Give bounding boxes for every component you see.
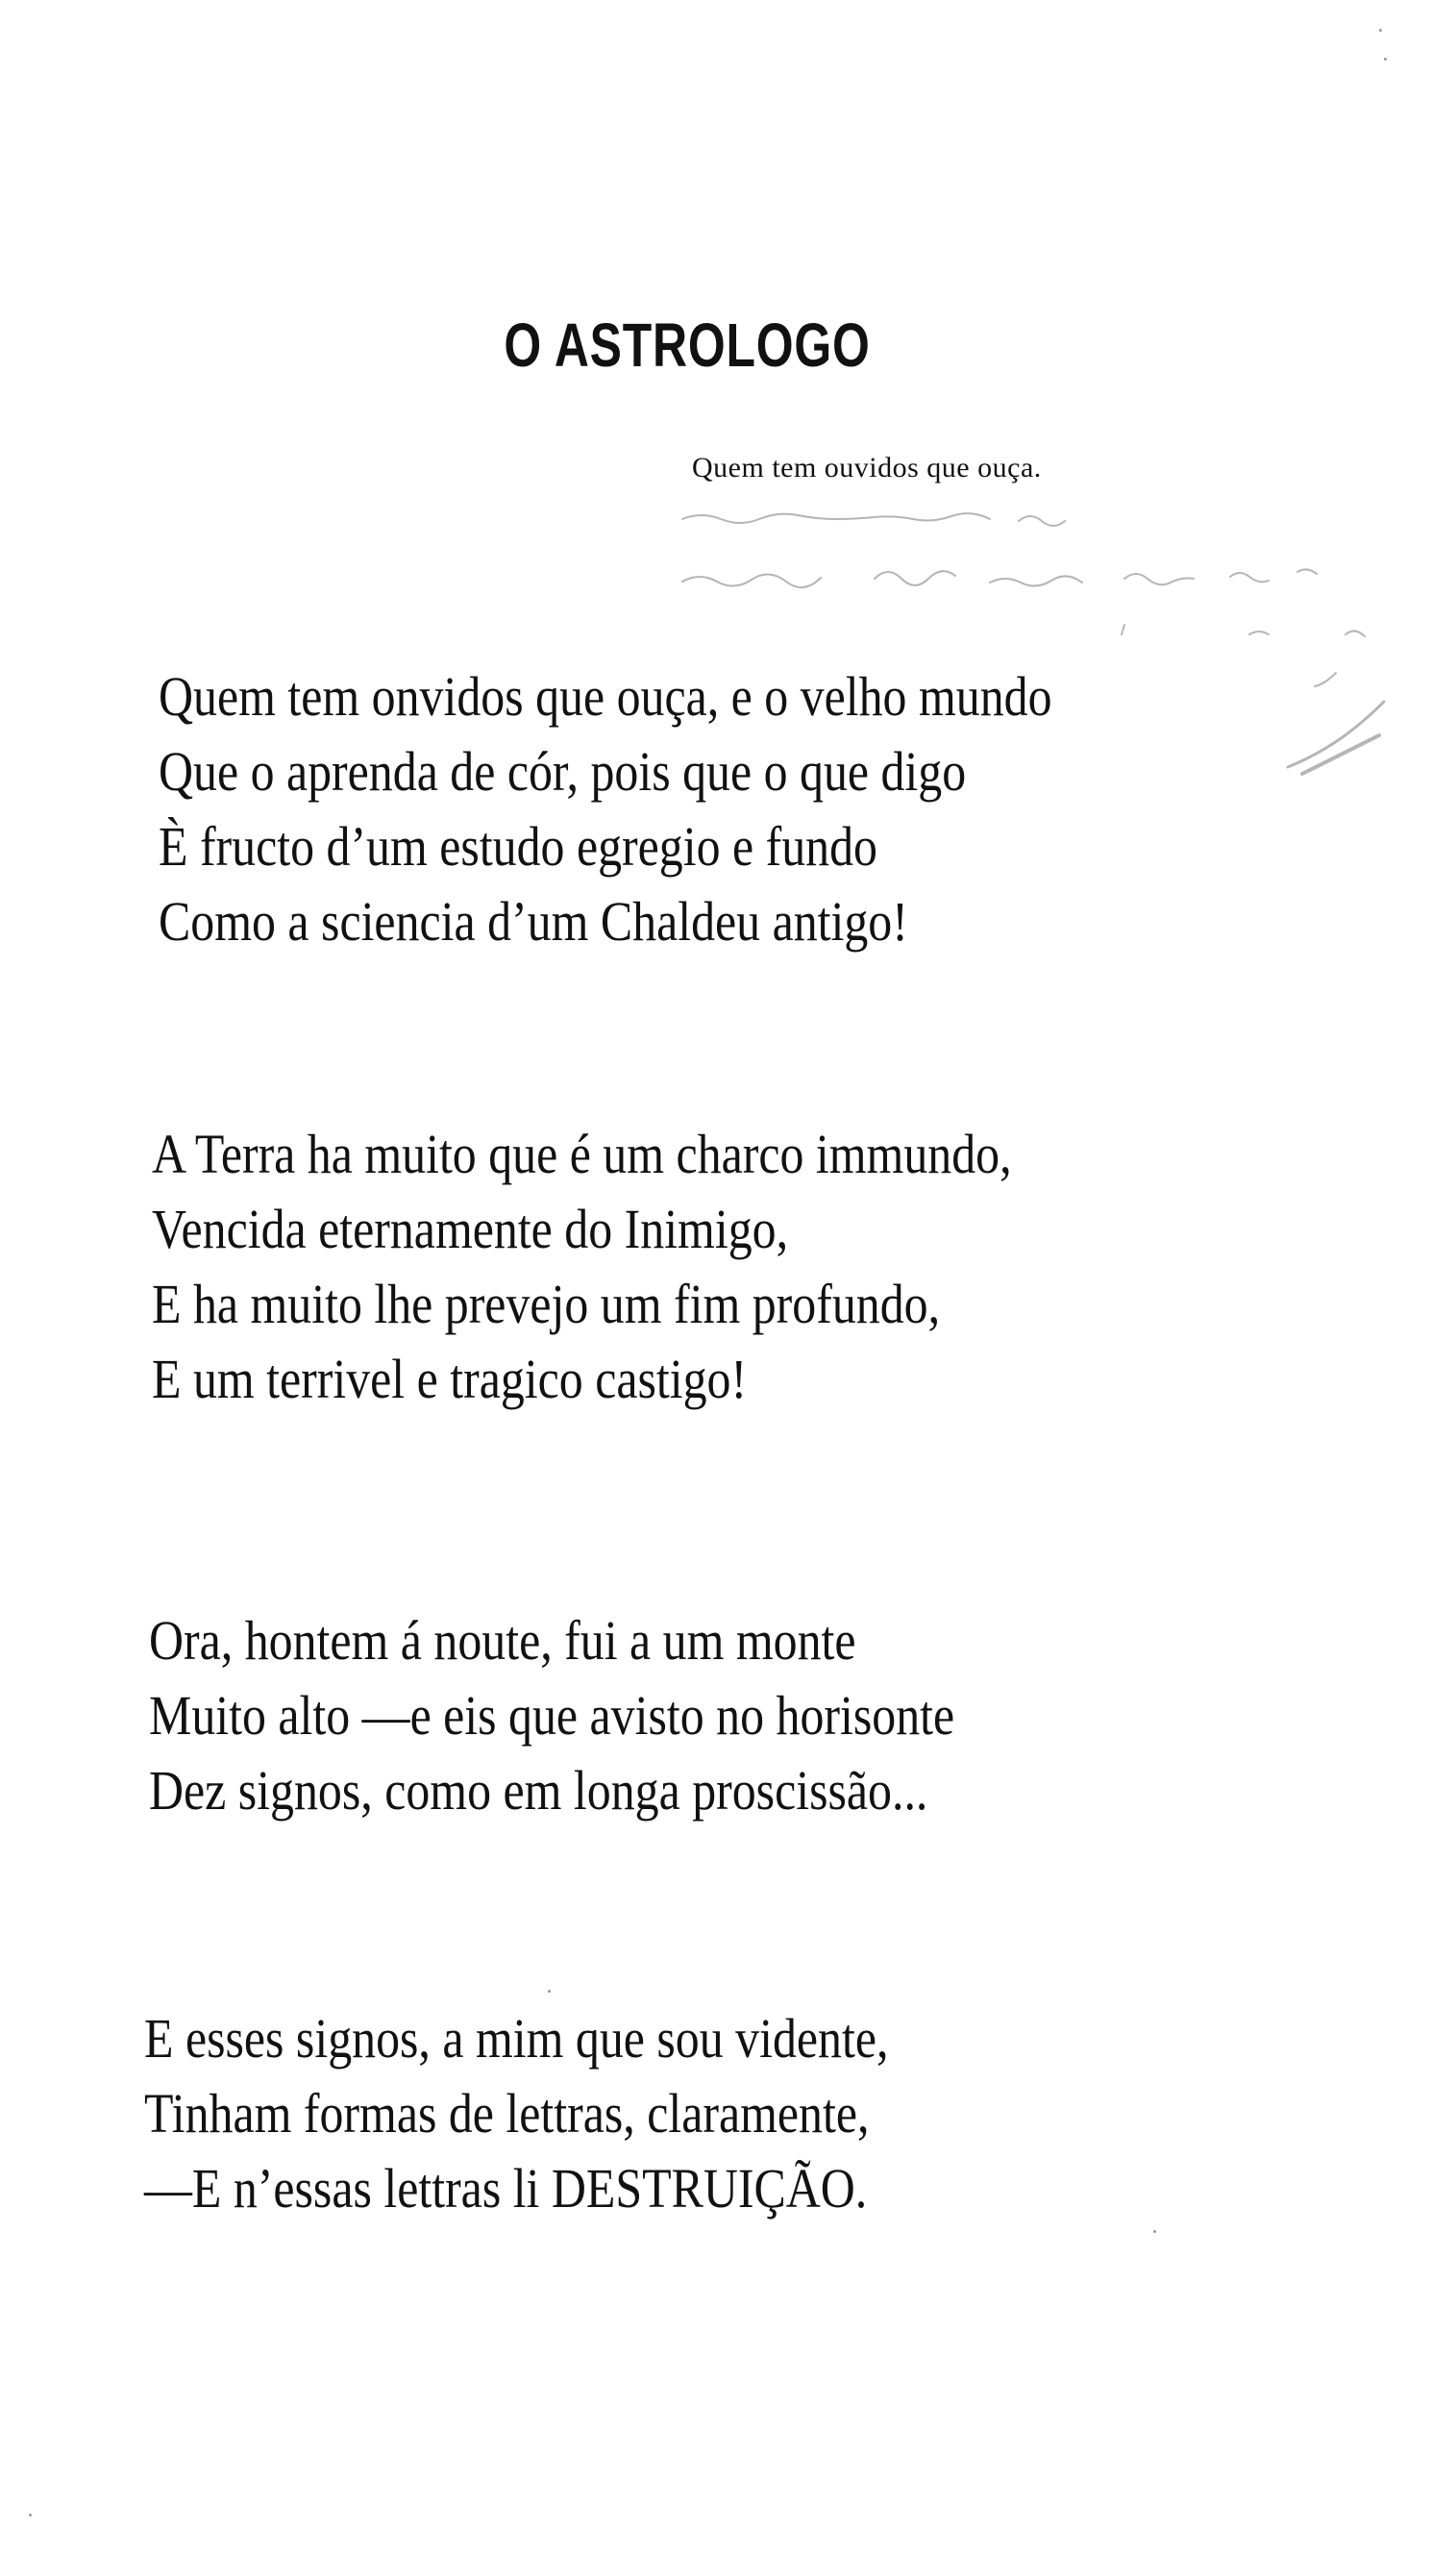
verse-line: Como a sciencia d’um Chaldeu antigo! — [159, 890, 908, 953]
poem-title: O ASTROLOGO — [504, 310, 871, 380]
verse-line: Que o aprenda de cór, pois que o que digo — [159, 740, 967, 803]
stanza-3 — [149, 1603, 1086, 1828]
stanza-2 — [152, 1117, 1151, 1417]
verse-line: Quem tem onvidos que ouça, e o velho mundo — [159, 665, 1052, 728]
verse-line: Vencida eternamente do Inimigo, — [152, 1198, 789, 1260]
verse-line: Muito alto —e eis que avisto no horisonte — [149, 1684, 955, 1747]
stanza-1 — [159, 659, 1197, 959]
verse-line: Dez signos, como em longa proscissão... — [149, 1759, 928, 1822]
verse-line: A Terra ha muito que é um charco immundo, — [152, 1123, 1012, 1185]
verse-line: Tinham formas de lettras, claramente, — [144, 2082, 870, 2145]
verse-line: E ha muito lhe prevejo um fim profundo, — [152, 1273, 941, 1335]
stanza-4 — [144, 2001, 1010, 2226]
epigraph: Quem tem ouvidos que ouça. — [692, 452, 1042, 484]
verse-line: —E n’essas lettras li DESTRUIÇÃO. — [144, 2157, 868, 2220]
verse-line: Ora, hontem á noute, fui a um monte — [149, 1609, 856, 1672]
verse-line: È fructo d’um estudo egregio e fundo — [159, 815, 877, 878]
verse-line: E esses signos, a mim que sou vidente, — [144, 2007, 889, 2070]
verse-line: E um terrivel e tragico castigo! — [152, 1348, 748, 1410]
